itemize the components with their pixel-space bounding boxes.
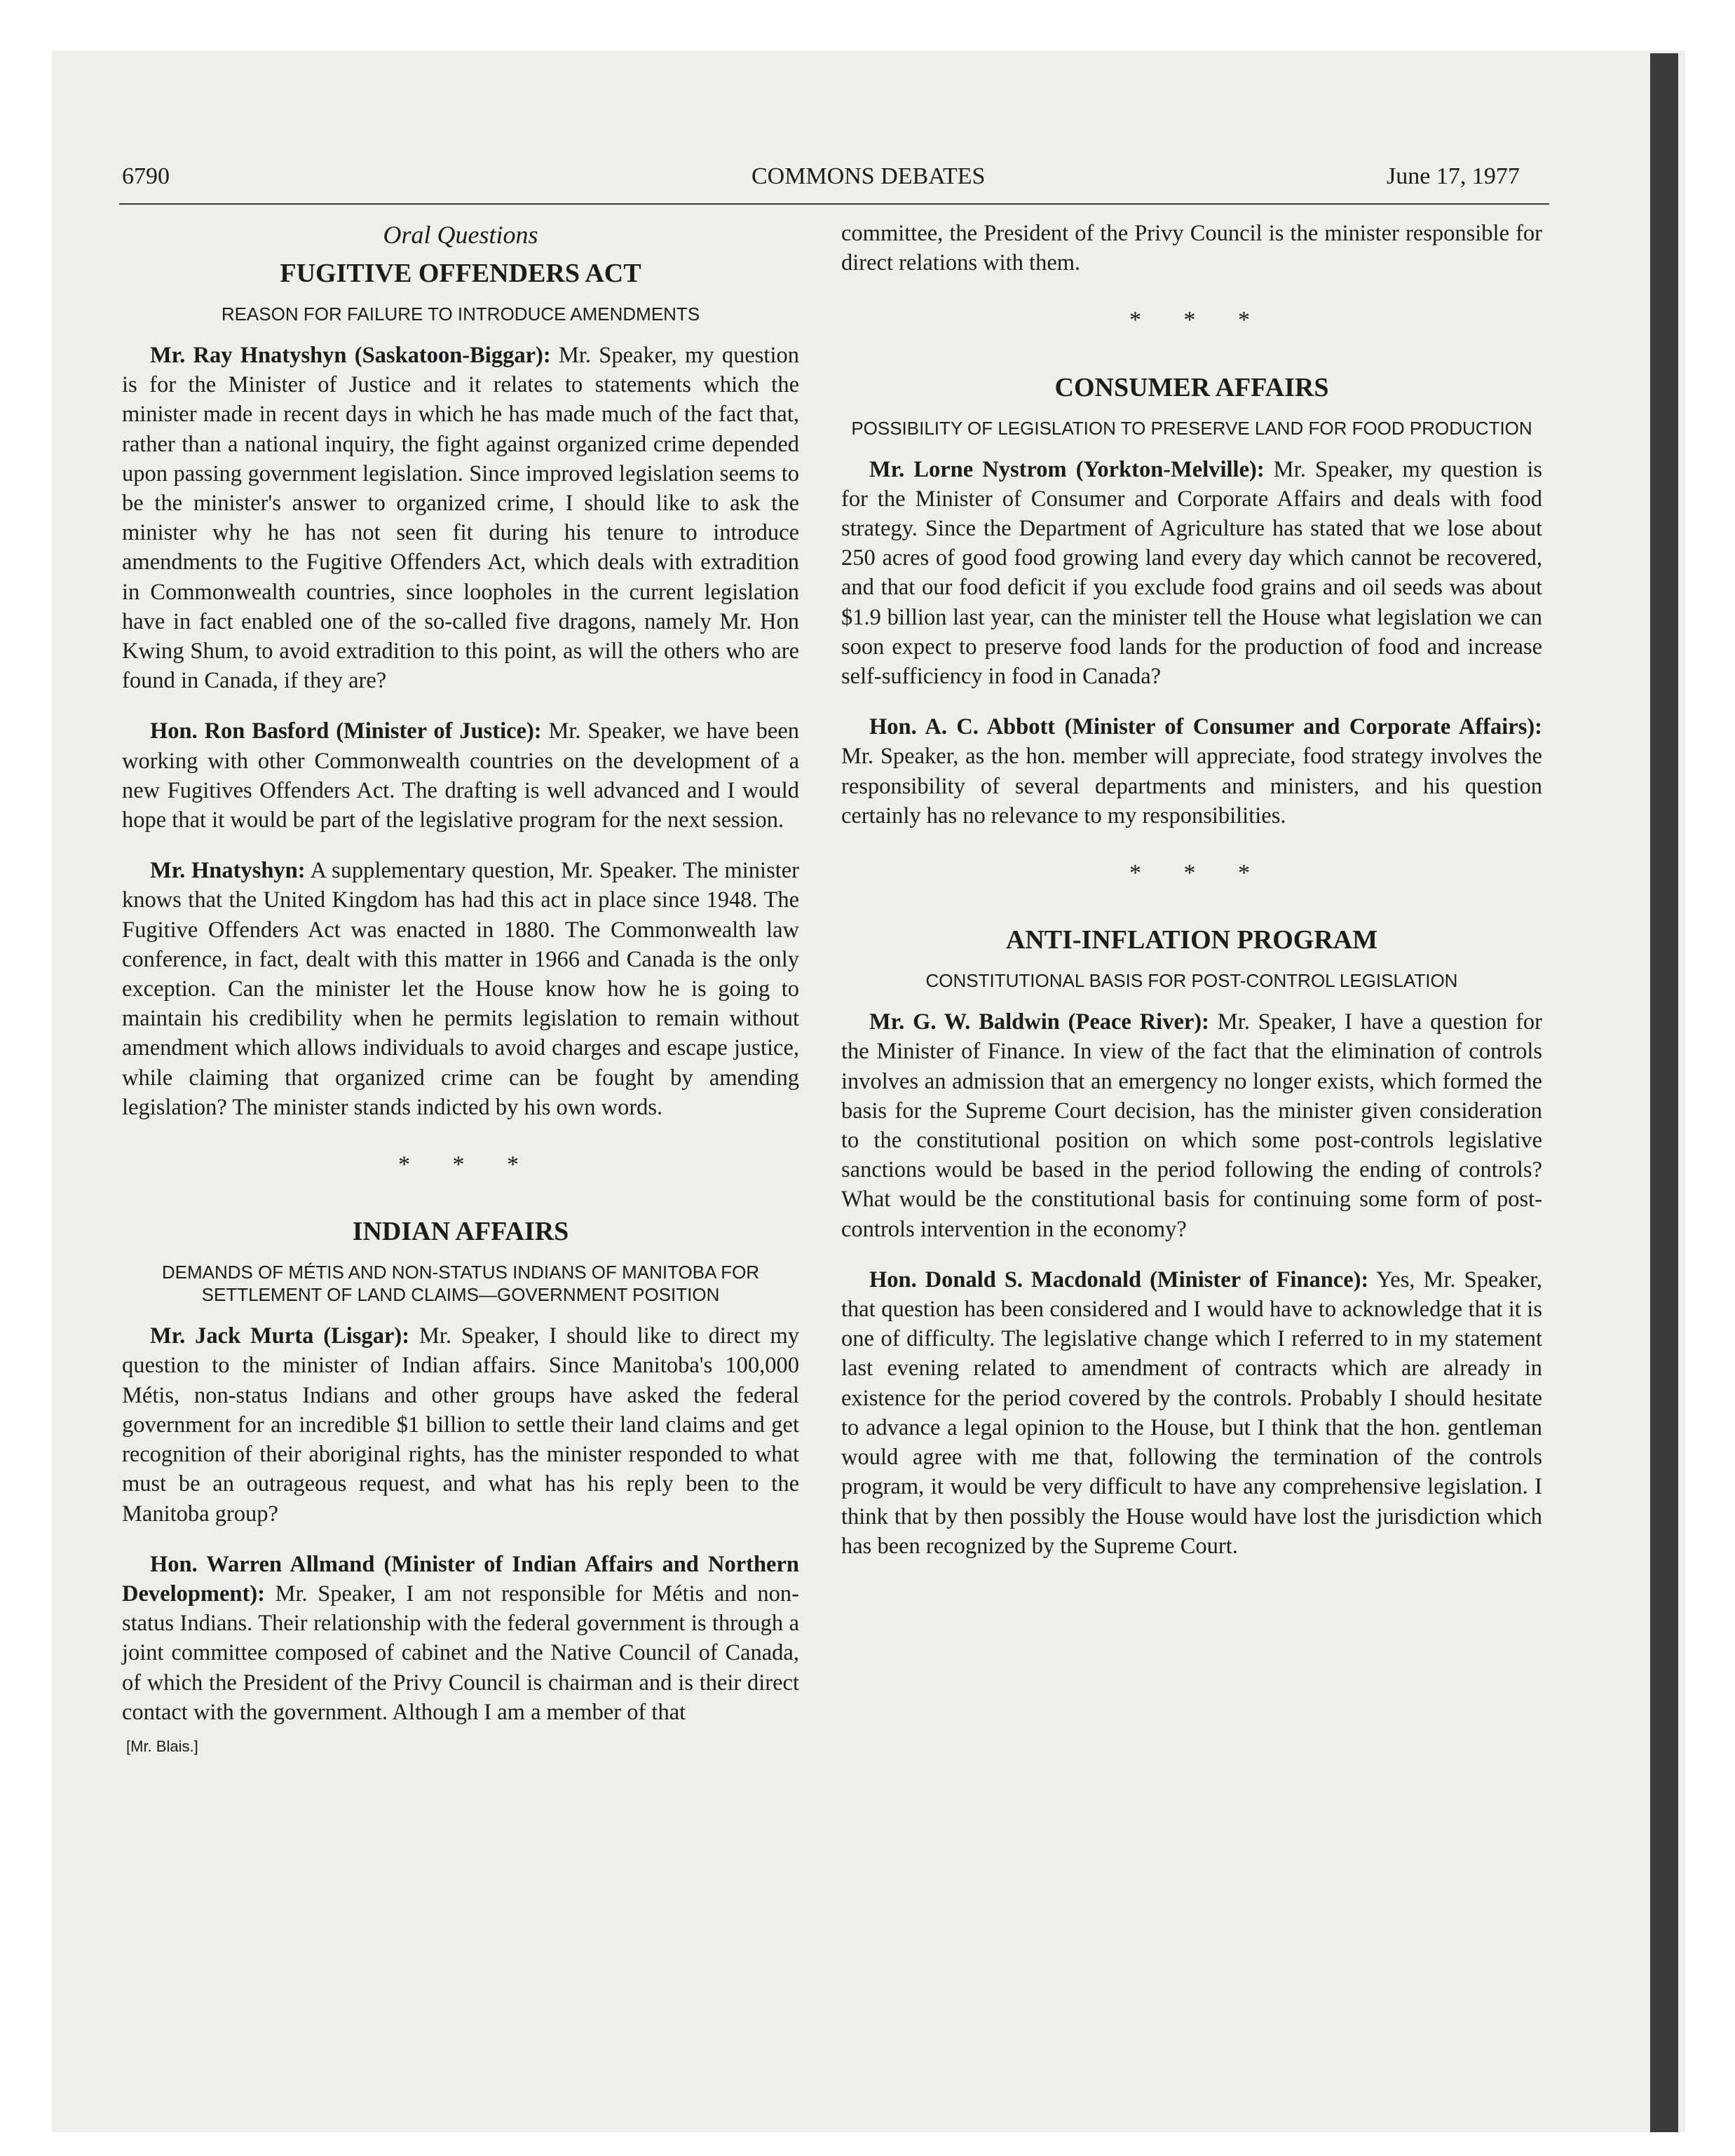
heading-anti-inflation: ANTI-INFLATION PROGRAM (1005, 925, 1378, 955)
speech-text: Mr. Speaker, my question is for the Minister of Consumer and Corporate Affairs and deals with food strategy. Since the Department of Agriculture has stated that we lose about 250 acres of good food growing land every day which cannot be recovered, and that our food deficit if you exclude food grains and oil seeds was about $1.9 billion last year, can the minister tell the House what legislation we can soon expect to preserve food lands for the production of food and increase self-sufficiency in food in Canada? (841, 456, 1543, 690)
section-separator: * * * (398, 1152, 537, 1178)
speaker-name: Mr. Ray Hnatyshyn (Saskatoon-Biggar): (150, 343, 551, 368)
speech-allmand-continued: committee, the President of the Privy Council is the minister responsible for direct relations with them. (841, 221, 1542, 276)
speaker-name: Hon. A. C. Abbott (Minister of Consumer and Corporate Affairs): (869, 714, 1542, 740)
heading-indian-affairs: INDIAN AFFAIRS (352, 1217, 569, 1247)
speech-text: Yes, Mr. Speaker, that question has been considered and I would have to acknowledge that it is one of difficulty. The legislative change which I referred to in my statement last evening related to amendment of contracts which are already in existence for the period covered by the controls. Probably I should hesitate to advance a legal opinion to the House, but I think that the hon. gentleman would agree with me that, following the termination of the controls program, it would be very difficult to have any comprehensive legislation. I think that by then possibly the House would have lost the jurisdiction which has been recognized by the Supreme Court. (841, 1267, 1543, 1559)
speech-murta (122, 1321, 799, 1528)
speaker-name: Hon. Ron Basford (Minister of Justice): (150, 718, 542, 744)
speech-hnatyshyn-2 (122, 856, 799, 1122)
section-kicker: Oral Questions (383, 221, 538, 249)
speech-text: Mr. Speaker, I should like to direct my question to the minister of Indian affairs. Since Manitoba's 100,000 Métis, non-status Indians and other groups have asked the federal government for an incredible $1 billion to settle their land claims and get recognition of their aboriginal rights, has the minister responded to what must be an outrageous request, and what has his reply been to the Manitoba group? (122, 1323, 800, 1527)
speech-text: Mr. Speaker, we have been working with other Commonwealth countries on the development of a new Fugitives Offenders Act. The drafting is well advanced and I would hope that it would be part of the legislative program for the next session. (122, 718, 799, 833)
running-title: COMMONS DEBATES (751, 163, 986, 189)
speech-text: Mr. Speaker, I am not responsible for Métis and non-status Indians. Their relationship with the federal government is through a joint committee composed of cabinet and the Native Council of Canada, of which the President of the Privy Council is chairman and is their direct contact with the government. Although I am a member of that (122, 1581, 800, 1725)
speech-text: Mr. Speaker, I have a question for the Minister of Finance. In view of the fact that the elimination of controls involves an admission that an emergency no longer exists, which formed the basis for the Supreme Court decision, has the minister given consideration to the constitutional position on which some post-controls legislative sanctions would be based in the period following the ending of controls? What would be the constitutional basis for continuing some form of post-controls intervention in the economy? (841, 1009, 1542, 1242)
scan-edge-bar (1650, 53, 1678, 2132)
speech-text: A supplementary question, Mr. Speaker. The minister knows that the United Kingdom has had this act in place since 1948. The Fugitive Offenders Act was enacted in 1880. The Commonwealth law conference, in fact, dealt with this matter in 1966 and Canada is the only exception. Can the minister let the House know how he is going to maintain his credibility when he permits legislation to remain without amendment which allows individuals to avoid charges and escape justice, while claiming that organized crime can be fought by amending legislation? The minister stands indicted by his own words. (122, 858, 799, 1120)
speaker-name: Mr. Hnatyshyn: (150, 858, 306, 884)
speaker-name: Mr. Lorne Nystrom (Yorkton-Melville): (869, 456, 1265, 482)
issue-date: June 17, 1977 (1387, 163, 1520, 189)
speech-basford (122, 716, 799, 835)
speech-nystrom (841, 455, 1542, 692)
speaker-name: Mr. G. W. Baldwin (Peace River): (869, 1009, 1209, 1035)
heading-fugitive-offenders: FUGITIVE OFFENDERS ACT (280, 259, 641, 288)
speaker-footnote: [Mr. Blais.] (126, 1737, 198, 1755)
speech-hnatyshyn-1 (122, 341, 799, 695)
subhead-fugitive-offenders: REASON FOR FAILURE TO INTRODUCE AMENDMENTS (221, 303, 700, 325)
speech-text: Mr. Speaker, my question is for the Minister of Justice and it relates to statements which the minister made in recent days in which he has made much of the fact that, rather than a national inquiry, the fight against organized crime depended upon passing government legislation. Since improved legislation seems to be the minister's answer to organized crime, I should like to ask the minister why he has not seen fit during his tenure to introduce amendments to the Fugitive Offenders Act, which deals with extradition in Commonwealth countries, since loopholes in the current legislation have in fact enabled one of the so-called five dragons, namely Mr. Hon Kwing Shum, to avoid extradition to this point, as will the others who are found in Canada, if they are? (122, 343, 799, 694)
speaker-name: Hon. Donald S. Macdonald (Minister of Finance): (869, 1267, 1369, 1292)
subhead-anti-inflation: CONSTITUTIONAL BASIS FOR POST-CONTROL LEGISLATION (925, 970, 1458, 992)
speech-baldwin (841, 1007, 1542, 1244)
section-separator: * * * (1129, 307, 1268, 334)
page-number: 6790 (122, 163, 170, 189)
left-column (122, 219, 799, 1756)
right-column (841, 219, 1542, 1582)
heading-consumer-affairs: CONSUMER AFFAIRS (1054, 372, 1329, 402)
speech-text: Mr. Speaker, as the hon. member will appreciate, food strategy involves the responsibility of several departments and ministers, and his question certainly has no relevance to my responsibilities. (841, 744, 1542, 828)
speaker-name: Hon. Warren Allmand (Minister of Indian Affairs and Northern Development): (122, 1551, 799, 1606)
speech-macdonald (841, 1265, 1542, 1561)
header-rule (119, 203, 1549, 205)
subhead-indian-affairs: DEMANDS OF MÉTIS AND NON-STATUS INDIANS OF MANITOBA FOR SETTLEMENT OF LAND CLAIMS—GOVERNMENT POSITION (161, 1262, 760, 1306)
section-separator: * * * (1129, 860, 1268, 887)
subhead-consumer-affairs: POSSIBILITY OF LEGISLATION TO PRESERVE LAND FOR FOOD PRODUCTION (851, 417, 1532, 439)
speech-allmand (122, 1550, 799, 1727)
speaker-name: Mr. Jack Murta (Lisgar): (150, 1323, 410, 1349)
speech-abbott (841, 712, 1542, 831)
